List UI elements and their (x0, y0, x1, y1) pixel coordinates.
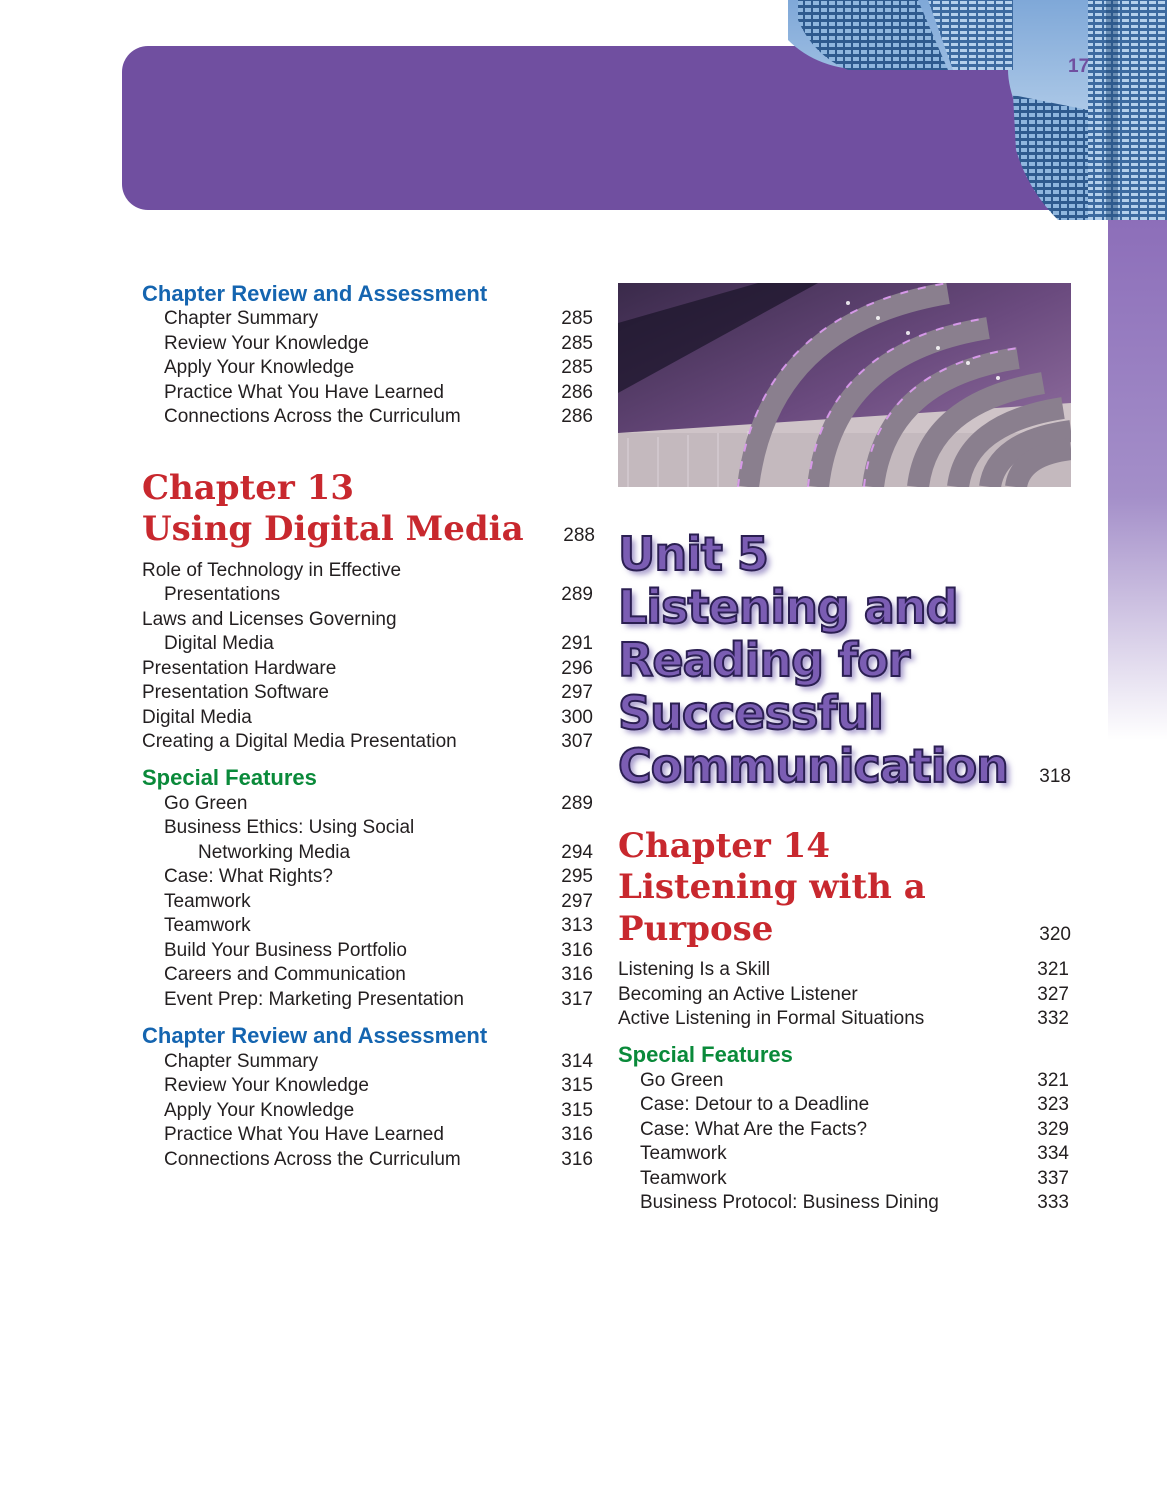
section-label: Presentation Software (142, 682, 329, 703)
unit-5-title (618, 528, 1008, 793)
feature-page: 321 (1037, 1070, 1069, 1091)
list-item-label: Review Your Knowledge (164, 1075, 369, 1096)
list-item-label: Apply Your Knowledge (164, 1100, 355, 1121)
section-page: 296 (561, 658, 593, 679)
list-item-page: 285 (561, 333, 593, 354)
chapter-14-title-line2: Purpose (618, 909, 774, 949)
list-item-label: Chapter Summary (164, 308, 319, 329)
section-page: 307 (561, 731, 593, 752)
feature-page: 337 (1037, 1168, 1069, 1189)
feature-label: Business Protocol: Business Dining (640, 1192, 939, 1213)
unit-5-page: 318 (1039, 766, 1071, 787)
section-label: Digital Media (164, 633, 274, 654)
feature-page: 289 (561, 793, 593, 814)
section-label: Becoming an Active Listener (618, 984, 858, 1005)
feature-label: Teamwork (640, 1143, 727, 1164)
feature-page: 323 (1037, 1094, 1069, 1115)
list-item-label: Chapter Summary (164, 1051, 319, 1072)
review-heading-2: Chapter Review and Assessment (142, 1023, 488, 1048)
special-features-heading: Special Features (142, 765, 317, 790)
list-item-page: 285 (561, 357, 593, 378)
section-label: Role of Technology in Effective (142, 560, 402, 581)
feature-page: 334 (1037, 1143, 1069, 1164)
unit-title-line: Unit 5 (618, 527, 768, 581)
chapter-13-page: 288 (563, 525, 595, 546)
feature-label: Teamwork (164, 915, 251, 936)
section-page: 321 (1037, 959, 1069, 980)
section-label: Creating a Digital Media Presentation (142, 731, 457, 752)
unit-title-line: Reading for (618, 633, 910, 687)
list-item-label: Apply Your Knowledge (164, 357, 355, 378)
feature-label: Go Green (164, 793, 248, 814)
chapter-13-title: Using Digital Media (142, 509, 524, 549)
section-page: 300 (561, 707, 593, 728)
feature-label: Case: What Are the Facts? (640, 1119, 868, 1140)
list-item-label: Connections Across the Curriculum (164, 406, 461, 427)
section-label: Active Listening in Formal Situations (618, 1008, 925, 1029)
chapter-14-title-line1: Listening with a (618, 867, 926, 907)
feature-label: Teamwork (164, 891, 251, 912)
section-label: Listening Is a Skill (618, 959, 771, 980)
section-page: 289 (561, 584, 593, 605)
list-item-label: Connections Across the Curriculum (164, 1149, 461, 1170)
feature-page: 294 (561, 842, 593, 863)
list-item-page: 316 (561, 1149, 593, 1170)
review-heading-1: Chapter Review and Assessment (142, 281, 488, 306)
feature-label: Event Prep: Marketing Presentation (164, 989, 464, 1010)
list-item-page: 315 (561, 1075, 593, 1096)
list-item-page: 286 (561, 382, 593, 403)
feature-page: 295 (561, 866, 593, 887)
page-number: 17 (1068, 56, 1090, 77)
feature-label: Teamwork (640, 1168, 727, 1189)
unit-title-line: Listening and (618, 580, 958, 634)
feature-label: Go Green (640, 1070, 724, 1091)
list-item-label: Review Your Knowledge (164, 333, 369, 354)
feature-page: 316 (561, 964, 593, 985)
section-page: 291 (561, 633, 593, 654)
special-features-heading-right: Special Features (618, 1042, 793, 1067)
list-item-page: 314 (561, 1051, 593, 1072)
side-color-strip (1108, 200, 1167, 740)
section-label: Digital Media (142, 707, 252, 728)
section-label: Presentations (164, 584, 281, 605)
list-item-page: 315 (561, 1100, 593, 1121)
list-item-label: Practice What You Have Learned (164, 1124, 444, 1145)
skyscraper-photo (788, 0, 1167, 220)
feature-label: Networking Media (198, 842, 351, 863)
feature-label: Careers and Communication (164, 964, 406, 985)
chapter-14-page: 320 (1039, 924, 1071, 945)
chapter-13-number: Chapter 13 (142, 468, 354, 508)
section-page: 297 (561, 682, 593, 703)
feature-label: Business Ethics: Using Social (164, 817, 415, 838)
feature-page: 297 (561, 891, 593, 912)
unit-title-line: Communication (618, 739, 1008, 793)
section-page: 327 (1037, 984, 1069, 1005)
section-page: 332 (1037, 1008, 1069, 1029)
list-item-page: 316 (561, 1124, 593, 1145)
architecture-photo (618, 283, 1071, 487)
feature-page: 316 (561, 940, 593, 961)
feature-label: Case: What Rights? (164, 866, 333, 887)
feature-page: 317 (561, 989, 593, 1010)
feature-page: 333 (1037, 1192, 1069, 1213)
list-item-page: 286 (561, 406, 593, 427)
feature-page: 313 (561, 915, 593, 936)
feature-page: 329 (1037, 1119, 1069, 1140)
unit-title-line: Successful (618, 686, 883, 740)
chapter-14-number: Chapter 14 (618, 826, 830, 866)
section-label: Laws and Licenses Governing (142, 609, 397, 630)
section-label: Presentation Hardware (142, 658, 337, 679)
list-item-page: 285 (561, 308, 593, 329)
feature-label: Build Your Business Portfolio (164, 940, 407, 961)
list-item-label: Practice What You Have Learned (164, 382, 444, 403)
feature-label: Case: Detour to a Deadline (640, 1094, 870, 1115)
